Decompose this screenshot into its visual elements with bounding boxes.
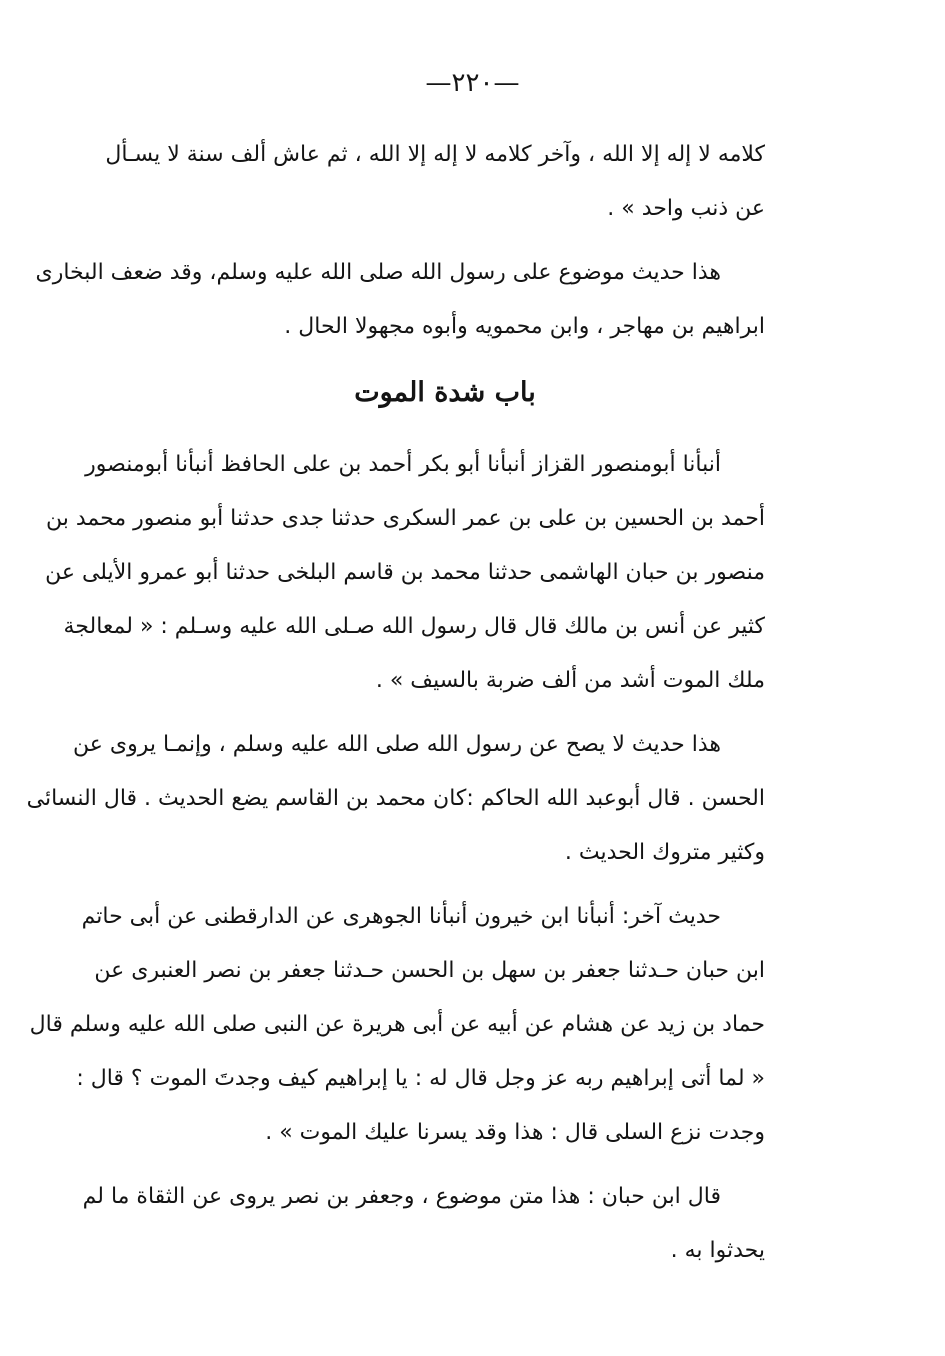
- paragraph-6: [82, 1170, 765, 1278]
- text-line: « لما أتى إبراهيم ربه عز وجل قال له : يا إبراهيم كيف وجدتَ الموت ؟ قال :: [76, 1066, 765, 1091]
- text-line: ملك الموت أشد من ألف ضربة بالسيف » .: [375, 668, 765, 693]
- text-line: ابن حبان حـدثنا جعفر بن سهل بن الحسن حـدثنا جعفر بن نصر العنبرى عن: [94, 958, 765, 983]
- text-line: حماد بن زيد عن هشام عن أبيه عن أبى هريرة عن النبى صلى الله عليه وسلم قال: [29, 1012, 765, 1037]
- text-line: يحدثوا به .: [670, 1238, 765, 1263]
- text-line: ابراهيم بن مهاجر ، وابن محمويه وأبوه مجهولا الحال .: [284, 314, 765, 339]
- paragraph-3: [45, 438, 765, 708]
- text-line: هذا حديث لا يصح عن رسول الله صلى الله عليه وسلم ، وإنمـا يروى عن: [73, 732, 721, 757]
- paragraph-4: [26, 718, 765, 880]
- text-line: منصور بن حبان الهاشمى حدثنا محمد بن قاسم البلخى حدثنا أبو عمرو الأيلى عن: [45, 560, 765, 585]
- text-line: أنبأنا أبومنصور القزاز أنبأنا أبو بكر أحمد بن على الحافظ أنبأنا أبومنصور: [85, 452, 721, 477]
- text-line: وجدت نزع السلى قال : هذا وقد يسرنا عليك الموت » .: [265, 1120, 765, 1145]
- paragraph-2: [35, 246, 765, 354]
- text-line: كثير عن أنس بن مالك قال قال رسول الله صـلى الله عليه وسـلم : « لمعالجة: [63, 614, 765, 639]
- text-line: وكثير متروك الحديث .: [564, 840, 765, 865]
- paragraph-5: [29, 890, 765, 1160]
- text-line: الحسن . قال أبوعبد الله الحاكم :كان محمد بن القاسم يضع الحديث . قال النسائى: [26, 786, 765, 811]
- text-line: كلامه لا إله إلا الله ، وآخر كلامه لا إله إلا الله ، ثم عاش ألف سنة لا يسـأل: [105, 142, 765, 167]
- text-line: قال ابن حبان : هذا متن موضوع ، وجعفر بن نصر يروى عن الثقاة ما لم: [82, 1184, 721, 1209]
- paragraph-1: [105, 128, 765, 236]
- chapter-heading: باب شدة الموت: [354, 377, 536, 408]
- text-line: أحمد بن الحسين بن على بن عمر السكرى حدثنا جدى حدثنا أبو منصور محمد بن: [45, 506, 765, 531]
- page-number: —٢٢٠—: [425, 68, 520, 98]
- page-body: [26, 128, 765, 1288]
- text-line: حديث آخر: أنبأنا ابن خيرون أنبأنا الجوهرى عن الدارقطنى عن أبى حاتم: [81, 904, 721, 929]
- text-line: عن ذنب واحد » .: [607, 196, 765, 221]
- text-line: هذا حديث موضوع على رسول الله صلى الله عليه وسلم، وقد ضعف البخارى: [35, 260, 721, 285]
